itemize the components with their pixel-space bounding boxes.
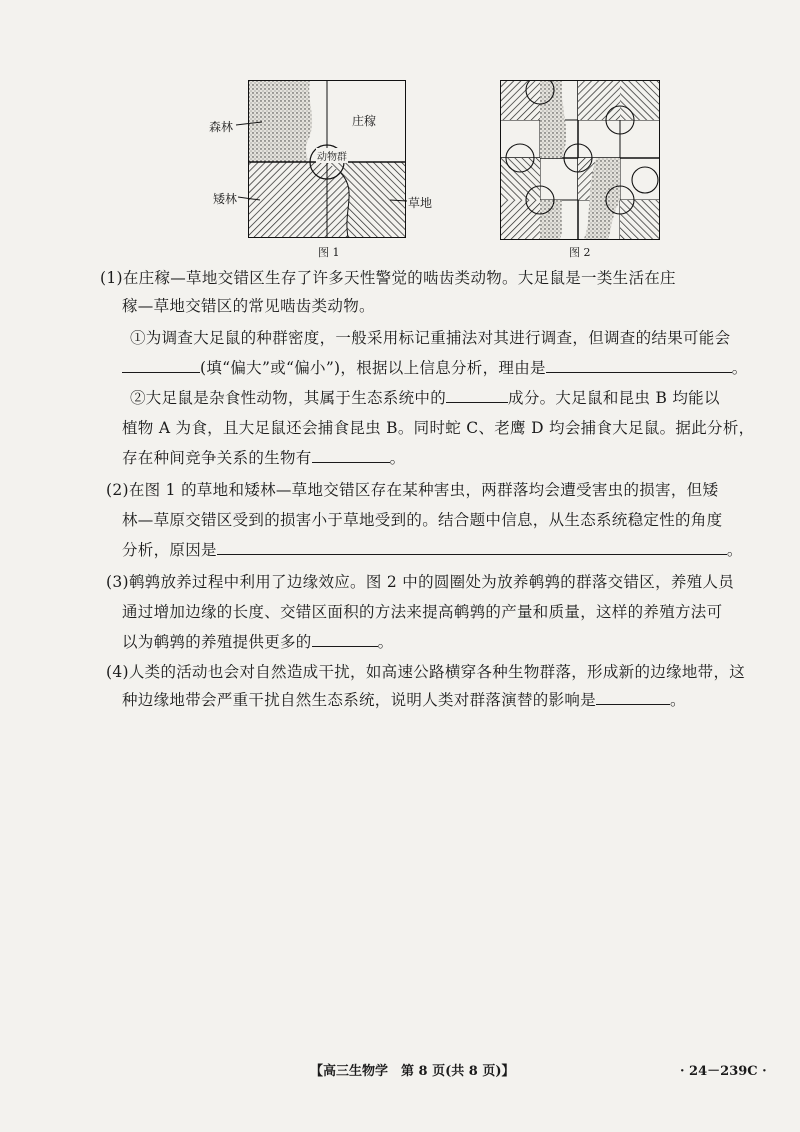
answer-blank[interactable]: [312, 448, 390, 463]
q1-sub1-line-1: ①为调查大足鼠的种群密度，一般采用标记重捕法对其进行调查，但调查的结果可能会: [130, 329, 731, 347]
shrub-label: 矮林: [213, 192, 238, 206]
q1-sub2-line-2: 植物 A 为食，且大足鼠还会捕食昆虫 B。同时蛇 C、老鹰 D 均会捕食大足鼠。据此分析，: [122, 419, 755, 437]
figure-2-diagram: [500, 80, 660, 240]
answer-blank[interactable]: [312, 632, 378, 647]
page-footer: 【高三生物学 第 8 页(共 8 页)】: [310, 1064, 515, 1079]
q1-sub2-line-1: ②大足鼠是杂食性动物，其属于生态系统中的 成分。大足鼠和昆虫 B 均能以: [130, 389, 720, 407]
q1-sub1-line-2: (填“偏大”或“偏小”)，根据以上信息分析，理由是 。: [122, 358, 748, 378]
figure-2-caption: 图 2: [569, 246, 591, 259]
forest-label: 森林: [209, 120, 234, 134]
q2-line-3: 分析，原因是 。: [122, 541, 743, 559]
exam-code: · 24－239C ·: [680, 1064, 767, 1079]
q1-line-2: 稼—草地交错区的常见啮齿类动物。: [122, 297, 375, 315]
q1-sub2-line-3: 存在种间竞争关系的生物有 。: [122, 449, 406, 467]
q2-line-2: 林—草原交错区受到的损害小于草地受到的。结合题中信息，从生态系统稳定性的角度: [122, 511, 723, 529]
q3-line-2: 通过增加边缘的长度、交错区面积的方法来提高鹌鹑的产量和质量，这样的养殖方法可: [122, 603, 723, 621]
grassland-label: 草地: [408, 196, 433, 210]
q1-line-1: (1)在庄稼—草地交错区生存了许多天性警觉的啮齿类动物。大足鼠是一类生活在庄: [100, 269, 676, 287]
q4-line-1: (4)人类的活动也会对自然造成干扰，如高速公路横穿各种生物群落，形成新的边缘地带，这: [106, 663, 746, 681]
forest-region: [249, 81, 312, 162]
q3-line-1: (3)鹌鹑放养过程中利用了边缘效应。图 2 中的圆圈处为放养鹌鹑的群落交错区，养殖人员: [106, 573, 735, 591]
answer-blank[interactable]: [596, 690, 670, 705]
answer-blank[interactable]: [446, 388, 508, 403]
q3-line-3: 以为鹌鹑的养殖提供更多的 。: [122, 633, 394, 651]
answer-blank[interactable]: [217, 540, 727, 555]
animal-group-label: 动物群: [316, 148, 348, 163]
answer-blank[interactable]: [122, 358, 200, 373]
q4-line-2: 种边缘地带会严重干扰自然生态系统，说明人类对群落演替的影响是 。: [122, 691, 686, 709]
shrub-region: [249, 162, 327, 237]
q2-line-1: (2)在图 1 的草地和矮林—草地交错区存在某种害虫，两群落均会遭受害虫的损害，但矮: [106, 481, 719, 499]
answer-blank[interactable]: [546, 358, 732, 373]
crop-label: 庄稼: [352, 114, 377, 128]
figure-1-caption: 图 1: [318, 246, 340, 259]
